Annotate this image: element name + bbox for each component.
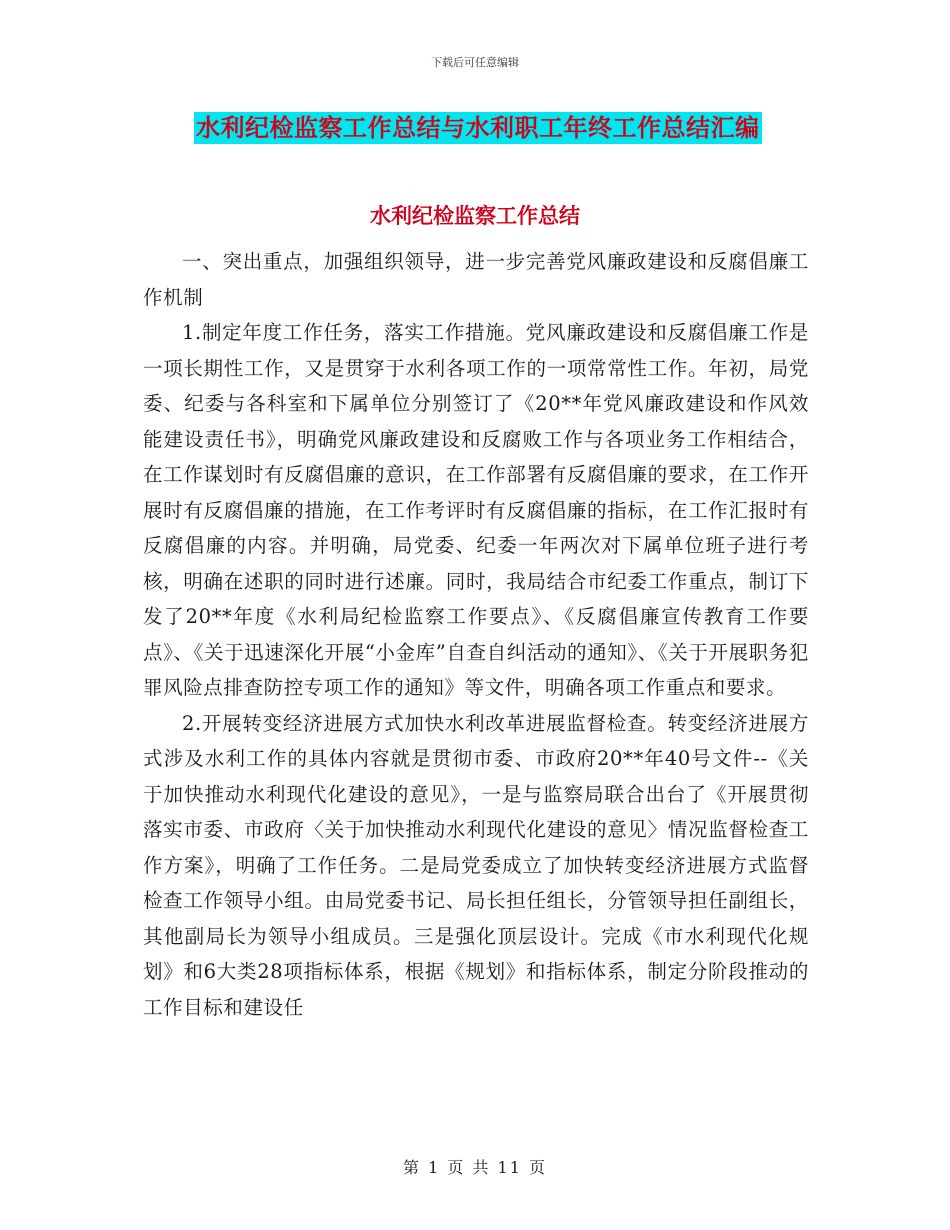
document-title: 水利纪检监察工作总结与水利职工年终工作总结汇编 <box>196 113 760 142</box>
paragraph-item-1: 1.制定年度工作任务，落实工作措施。党风廉政建设和反腐倡廉工作是一项长期性工作，又是贯穿于水利各项工作的一项常常性工作。年初，局党委、纪委与各科室和下属单位分别签订了《20**年党风廉政建设和作风效能建设责任书》，明确党风廉政建设和反腐败工作与各项业务工作相结合，在工作谋划时有反腐倡廉的意识，在工作部署有反腐倡廉的要求，在工作开展时有反腐倡廉的措施，在工作考评时有反腐倡廉的指标，在工作汇报时有反腐倡廉的内容。并明确，局党委、纪委一年两次对下属单位班子进行考核，明确在述职的同时进行述廉。同时，我局结合市纪委工作重点，制订下发了20**年度《水利局纪检监察工作要点》、《反腐倡廉宣传教育工作要点》、《关于迅速深化开展“小金库”自查自纠活动的通知》、《关于开展职务犯罪风险点排查防控专项工作的通知》等文件，明确各项工作重点和要求。 <box>143 321 809 699</box>
paragraph-item-2: 2.开展转变经济进展方式加快水利改革进展监督检查。转变经济进展方式涉及水利工作的具体内容就是贯彻市委、市政府20**年40号文件--《关于加快推动水利现代化建设的意见》，一是与监察局联合出台了《开展贯彻落实市委、市政府〈关于加快推动水利现代化建设的意见〉情况监督检查工作方案》，明确了工作任务。二是局党委成立了加快转变经济进展方式监督检查工作领导小组。由局党委书记、局长担任组长，分管领导担任副组长，其他副局长为领导小组成员。三是强化顶层设计。完成《市水利现代化规划》和6大类28项指标体系，根据《规划》和指标体系，制定分阶段推动的工作目标和建设任 <box>143 711 809 1019</box>
paragraph-heading-1: 一、突出重点，加强组织领导，进一步完善党风廉政建设和反腐倡廉工作机制 <box>143 250 809 309</box>
page-footer: 第 1 页 共 11 页 <box>403 1158 547 1177</box>
document-body <box>143 244 809 1025</box>
header-note: 下载后可任意编辑 <box>431 56 519 69</box>
section-title: 水利纪检监察工作总结 <box>370 203 580 228</box>
